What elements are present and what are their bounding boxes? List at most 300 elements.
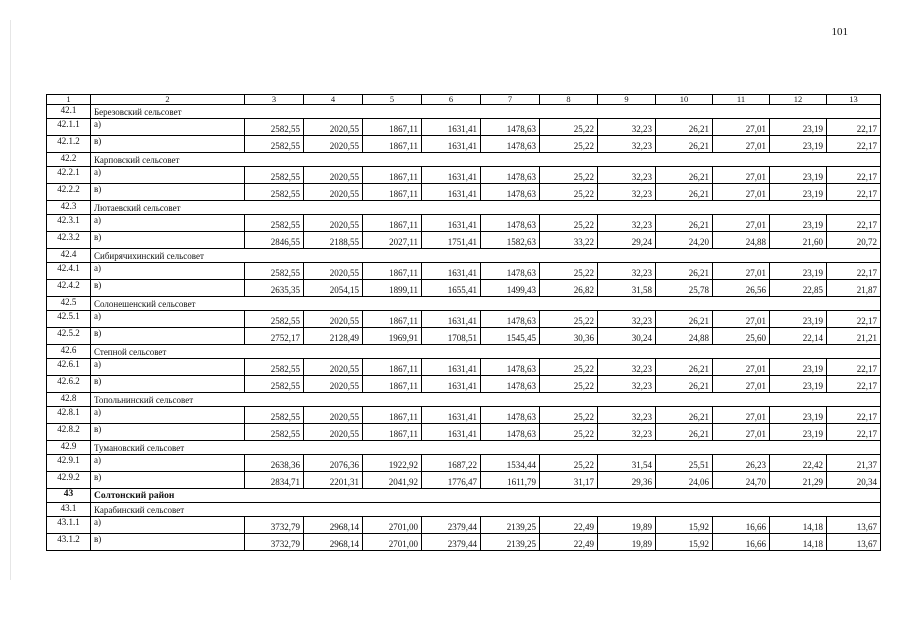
- row-label: Карповский сельсовет: [91, 153, 245, 167]
- value-cell: 23,19: [770, 407, 827, 424]
- value-cell: 24,70: [713, 472, 770, 489]
- value-cell: 1478,63: [481, 119, 540, 136]
- value-cell: 22,17: [827, 119, 881, 136]
- value-cell: 27,01: [713, 215, 770, 232]
- value-cell: 1631,41: [422, 119, 481, 136]
- value-cell: 23,19: [770, 424, 827, 441]
- table-row: [47, 328, 881, 345]
- column-header: 1: [47, 95, 91, 105]
- value-cell: 32,23: [598, 136, 656, 153]
- table-row: [47, 376, 881, 393]
- value-cell: 24,88: [656, 328, 713, 345]
- row-label: в): [91, 232, 245, 249]
- value-cell: 1687,22: [422, 455, 481, 472]
- row-label: Карабинский сельсовет: [91, 503, 245, 517]
- column-header: 2: [91, 95, 245, 105]
- value-cell: 25,22: [540, 184, 598, 201]
- value-cell: 2379,44: [422, 534, 481, 551]
- value-cell: 25,22: [540, 215, 598, 232]
- value-cell: 25,22: [540, 263, 598, 280]
- value-cell: 29,36: [598, 472, 656, 489]
- value-cell: 22,14: [770, 328, 827, 345]
- row-code: 42.2.2: [47, 184, 91, 201]
- row-code: 42.8.1: [47, 407, 91, 424]
- row-label: в): [91, 136, 245, 153]
- row-code: 42.3: [47, 201, 91, 215]
- value-cell: 26,23: [713, 455, 770, 472]
- value-cell: 2054,15: [304, 280, 363, 297]
- value-cell: 2020,55: [304, 311, 363, 328]
- column-header: 8: [540, 95, 598, 105]
- value-cell: 2701,00: [363, 534, 422, 551]
- row-code: 42.5: [47, 297, 91, 311]
- row-code: 43.1.2: [47, 534, 91, 551]
- value-cell: 2020,55: [304, 136, 363, 153]
- column-header: 9: [598, 95, 656, 105]
- value-cell: 32,23: [598, 215, 656, 232]
- value-cell: 15,92: [656, 517, 713, 534]
- row-label: Топольнинский сельсовет: [91, 393, 245, 407]
- row-code: 42.3.1: [47, 215, 91, 232]
- value-cell: 2638,36: [245, 455, 304, 472]
- row-code: 42.4.1: [47, 263, 91, 280]
- value-cell: 32,23: [598, 263, 656, 280]
- value-cell: 26,21: [656, 359, 713, 376]
- value-cell: 1478,63: [481, 167, 540, 184]
- header-row: [47, 95, 881, 105]
- table-row: [47, 407, 881, 424]
- value-cell: 2020,55: [304, 407, 363, 424]
- section-filler: [245, 201, 881, 215]
- section-filler: [245, 441, 881, 455]
- value-cell: 23,19: [770, 376, 827, 393]
- row-code: 42.6: [47, 345, 91, 359]
- value-cell: 2582,55: [245, 311, 304, 328]
- value-cell: 2020,55: [304, 184, 363, 201]
- table-row: [47, 136, 881, 153]
- value-cell: 25,22: [540, 424, 598, 441]
- scan-edge-line: [10, 20, 11, 580]
- row-code: 42.1: [47, 105, 91, 119]
- value-cell: 22,17: [827, 376, 881, 393]
- table-row: [47, 215, 881, 232]
- section-filler: [245, 345, 881, 359]
- value-cell: 21,29: [770, 472, 827, 489]
- table-row: [47, 119, 881, 136]
- value-cell: 2027,11: [363, 232, 422, 249]
- value-cell: 1478,63: [481, 136, 540, 153]
- value-cell: 25,22: [540, 455, 598, 472]
- value-cell: 23,19: [770, 263, 827, 280]
- value-cell: 1922,92: [363, 455, 422, 472]
- value-cell: 32,23: [598, 311, 656, 328]
- row-label: а): [91, 359, 245, 376]
- row-code: 42.6.2: [47, 376, 91, 393]
- value-cell: 1708,51: [422, 328, 481, 345]
- value-cell: 1631,41: [422, 407, 481, 424]
- value-cell: 29,24: [598, 232, 656, 249]
- value-cell: 25,22: [540, 376, 598, 393]
- value-cell: 23,19: [770, 119, 827, 136]
- value-cell: 27,01: [713, 359, 770, 376]
- value-cell: 1867,11: [363, 407, 422, 424]
- value-cell: 22,17: [827, 184, 881, 201]
- value-cell: 27,01: [713, 167, 770, 184]
- value-cell: 14,18: [770, 517, 827, 534]
- value-cell: 1867,11: [363, 184, 422, 201]
- value-cell: 2128,49: [304, 328, 363, 345]
- value-cell: 2582,55: [245, 424, 304, 441]
- row-label: Солонешенский сельсовет: [91, 297, 245, 311]
- value-cell: 30,36: [540, 328, 598, 345]
- value-cell: 32,23: [598, 424, 656, 441]
- value-cell: 2582,55: [245, 359, 304, 376]
- value-cell: 1478,63: [481, 311, 540, 328]
- value-cell: 1899,11: [363, 280, 422, 297]
- value-cell: 2582,55: [245, 215, 304, 232]
- row-label: в): [91, 328, 245, 345]
- row-code: 42.9.2: [47, 472, 91, 489]
- value-cell: 2834,71: [245, 472, 304, 489]
- table-row: [47, 280, 881, 297]
- value-cell: 27,01: [713, 424, 770, 441]
- value-cell: 2752,17: [245, 328, 304, 345]
- value-cell: 1867,11: [363, 263, 422, 280]
- table-row: [47, 455, 881, 472]
- value-cell: 31,58: [598, 280, 656, 297]
- value-cell: 26,21: [656, 167, 713, 184]
- value-cell: 1631,41: [422, 311, 481, 328]
- value-cell: 21,60: [770, 232, 827, 249]
- value-cell: 2968,14: [304, 517, 363, 534]
- row-code: 42.3.2: [47, 232, 91, 249]
- value-cell: 1867,11: [363, 359, 422, 376]
- value-cell: 23,19: [770, 215, 827, 232]
- value-cell: 23,19: [770, 311, 827, 328]
- value-cell: 32,23: [598, 167, 656, 184]
- value-cell: 25,22: [540, 119, 598, 136]
- row-code: 42.4.2: [47, 280, 91, 297]
- value-cell: 22,42: [770, 455, 827, 472]
- value-cell: 27,01: [713, 136, 770, 153]
- value-cell: 2582,55: [245, 407, 304, 424]
- value-cell: 32,23: [598, 359, 656, 376]
- section-filler: [245, 503, 881, 517]
- value-cell: 32,23: [598, 119, 656, 136]
- value-cell: 1867,11: [363, 136, 422, 153]
- row-label: а): [91, 517, 245, 534]
- value-cell: 2020,55: [304, 359, 363, 376]
- section-row: [47, 489, 881, 503]
- value-cell: 2020,55: [304, 167, 363, 184]
- value-cell: 1478,63: [481, 215, 540, 232]
- section-row: [47, 503, 881, 517]
- row-label: Тумановский сельсовет: [91, 441, 245, 455]
- value-cell: 2582,55: [245, 263, 304, 280]
- column-header: 11: [713, 95, 770, 105]
- row-label: в): [91, 280, 245, 297]
- section-filler: [245, 249, 881, 263]
- value-cell: 2846,55: [245, 232, 304, 249]
- table-row: [47, 472, 881, 489]
- row-label: Степной сельсовет: [91, 345, 245, 359]
- value-cell: 3732,79: [245, 534, 304, 551]
- value-cell: 25,22: [540, 311, 598, 328]
- section-filler: [245, 489, 881, 503]
- value-cell: 1867,11: [363, 311, 422, 328]
- value-cell: 2020,55: [304, 424, 363, 441]
- row-code: 42.2.1: [47, 167, 91, 184]
- row-code: 42.5.1: [47, 311, 91, 328]
- value-cell: 33,22: [540, 232, 598, 249]
- value-cell: 27,01: [713, 184, 770, 201]
- row-code: 42.2: [47, 153, 91, 167]
- section-row: [47, 297, 881, 311]
- row-code: 42.9.1: [47, 455, 91, 472]
- value-cell: 2188,55: [304, 232, 363, 249]
- value-cell: 2139,25: [481, 534, 540, 551]
- row-code: 42.9: [47, 441, 91, 455]
- row-label: а): [91, 119, 245, 136]
- value-cell: 27,01: [713, 407, 770, 424]
- value-cell: 13,67: [827, 517, 881, 534]
- value-cell: 32,23: [598, 184, 656, 201]
- value-cell: 22,17: [827, 407, 881, 424]
- table-row: [47, 359, 881, 376]
- value-cell: 2041,92: [363, 472, 422, 489]
- value-cell: 14,18: [770, 534, 827, 551]
- value-cell: 31,54: [598, 455, 656, 472]
- row-label: в): [91, 534, 245, 551]
- value-cell: 26,82: [540, 280, 598, 297]
- row-label: а): [91, 311, 245, 328]
- value-cell: 1631,41: [422, 263, 481, 280]
- value-cell: 1631,41: [422, 167, 481, 184]
- section-row: [47, 441, 881, 455]
- section-row: [47, 105, 881, 119]
- column-header: 12: [770, 95, 827, 105]
- value-cell: 24,06: [656, 472, 713, 489]
- value-cell: 1478,63: [481, 263, 540, 280]
- row-label: Солтонский район: [91, 489, 245, 503]
- section-filler: [245, 153, 881, 167]
- value-cell: 2020,55: [304, 215, 363, 232]
- value-cell: 22,17: [827, 215, 881, 232]
- value-cell: 27,01: [713, 376, 770, 393]
- row-code: 42.1.1: [47, 119, 91, 136]
- row-code: 42.4: [47, 249, 91, 263]
- row-label: в): [91, 424, 245, 441]
- value-cell: 1776,47: [422, 472, 481, 489]
- row-code: 42.5.2: [47, 328, 91, 345]
- section-row: [47, 153, 881, 167]
- value-cell: 26,21: [656, 424, 713, 441]
- row-code: 42.8.2: [47, 424, 91, 441]
- value-cell: 25,51: [656, 455, 713, 472]
- value-cell: 1478,63: [481, 424, 540, 441]
- value-cell: 2139,25: [481, 517, 540, 534]
- value-cell: 31,17: [540, 472, 598, 489]
- value-cell: 1867,11: [363, 119, 422, 136]
- value-cell: 24,20: [656, 232, 713, 249]
- table-row: [47, 517, 881, 534]
- value-cell: 19,89: [598, 517, 656, 534]
- table-row: [47, 424, 881, 441]
- table-row: [47, 167, 881, 184]
- value-cell: 1867,11: [363, 376, 422, 393]
- value-cell: 26,21: [656, 263, 713, 280]
- value-cell: 22,17: [827, 359, 881, 376]
- value-cell: 1478,63: [481, 184, 540, 201]
- tariff-table: [46, 94, 881, 551]
- table-body: [47, 95, 881, 551]
- value-cell: 1478,63: [481, 376, 540, 393]
- value-cell: 2201,31: [304, 472, 363, 489]
- value-cell: 2582,55: [245, 119, 304, 136]
- column-header: 7: [481, 95, 540, 105]
- value-cell: 1867,11: [363, 424, 422, 441]
- value-cell: 2020,55: [304, 119, 363, 136]
- value-cell: 21,87: [827, 280, 881, 297]
- value-cell: 3732,79: [245, 517, 304, 534]
- value-cell: 1867,11: [363, 167, 422, 184]
- value-cell: 1582,63: [481, 232, 540, 249]
- section-row: [47, 201, 881, 215]
- value-cell: 1751,41: [422, 232, 481, 249]
- row-code: 42.6.1: [47, 359, 91, 376]
- value-cell: 25,60: [713, 328, 770, 345]
- column-header: 4: [304, 95, 363, 105]
- value-cell: 1631,41: [422, 215, 481, 232]
- row-label: в): [91, 184, 245, 201]
- value-cell: 25,22: [540, 407, 598, 424]
- value-cell: 25,22: [540, 359, 598, 376]
- row-label: а): [91, 167, 245, 184]
- value-cell: 2701,00: [363, 517, 422, 534]
- value-cell: 1545,45: [481, 328, 540, 345]
- value-cell: 2020,55: [304, 263, 363, 280]
- value-cell: 1611,79: [481, 472, 540, 489]
- value-cell: 2582,55: [245, 167, 304, 184]
- value-cell: 25,22: [540, 167, 598, 184]
- row-label: Лютаевский сельсовет: [91, 201, 245, 215]
- row-label: а): [91, 263, 245, 280]
- value-cell: 26,21: [656, 136, 713, 153]
- value-cell: 20,34: [827, 472, 881, 489]
- value-cell: 21,37: [827, 455, 881, 472]
- value-cell: 2635,35: [245, 280, 304, 297]
- value-cell: 2020,55: [304, 376, 363, 393]
- value-cell: 15,92: [656, 534, 713, 551]
- value-cell: 1631,41: [422, 359, 481, 376]
- value-cell: 20,72: [827, 232, 881, 249]
- value-cell: 23,19: [770, 359, 827, 376]
- table-row: [47, 534, 881, 551]
- value-cell: 22,49: [540, 534, 598, 551]
- row-label: в): [91, 472, 245, 489]
- value-cell: 1631,41: [422, 184, 481, 201]
- column-header: 3: [245, 95, 304, 105]
- value-cell: 27,01: [713, 311, 770, 328]
- value-cell: 13,67: [827, 534, 881, 551]
- table-row: [47, 232, 881, 249]
- row-label: а): [91, 215, 245, 232]
- row-label: а): [91, 455, 245, 472]
- table-row: [47, 263, 881, 280]
- row-code: 43.1.1: [47, 517, 91, 534]
- row-code: 42.8: [47, 393, 91, 407]
- value-cell: 27,01: [713, 263, 770, 280]
- column-header: 13: [827, 95, 881, 105]
- value-cell: 27,01: [713, 119, 770, 136]
- value-cell: 26,21: [656, 184, 713, 201]
- value-cell: 1499,43: [481, 280, 540, 297]
- row-label: Березовский сельсовет: [91, 105, 245, 119]
- value-cell: 22,17: [827, 424, 881, 441]
- value-cell: 2582,55: [245, 136, 304, 153]
- value-cell: 21,21: [827, 328, 881, 345]
- value-cell: 23,19: [770, 184, 827, 201]
- value-cell: 2582,55: [245, 376, 304, 393]
- section-filler: [245, 297, 881, 311]
- value-cell: 1478,63: [481, 407, 540, 424]
- value-cell: 2582,55: [245, 184, 304, 201]
- value-cell: 26,56: [713, 280, 770, 297]
- table-row: [47, 311, 881, 328]
- value-cell: 24,88: [713, 232, 770, 249]
- value-cell: 19,89: [598, 534, 656, 551]
- value-cell: 2076,36: [304, 455, 363, 472]
- value-cell: 23,19: [770, 167, 827, 184]
- value-cell: 2968,14: [304, 534, 363, 551]
- value-cell: 1867,11: [363, 215, 422, 232]
- row-label: Сибирячихинский сельсовет: [91, 249, 245, 263]
- section-row: [47, 393, 881, 407]
- value-cell: 25,78: [656, 280, 713, 297]
- column-header: 6: [422, 95, 481, 105]
- column-header: 10: [656, 95, 713, 105]
- value-cell: 22,17: [827, 136, 881, 153]
- row-label: в): [91, 376, 245, 393]
- value-cell: 25,22: [540, 136, 598, 153]
- value-cell: 26,21: [656, 119, 713, 136]
- value-cell: 1655,41: [422, 280, 481, 297]
- value-cell: 1631,41: [422, 424, 481, 441]
- value-cell: 1631,41: [422, 376, 481, 393]
- value-cell: 1631,41: [422, 136, 481, 153]
- page-number: 101: [831, 26, 848, 38]
- value-cell: 32,23: [598, 407, 656, 424]
- value-cell: 22,49: [540, 517, 598, 534]
- row-code: 42.1.2: [47, 136, 91, 153]
- value-cell: 1969,91: [363, 328, 422, 345]
- value-cell: 26,21: [656, 311, 713, 328]
- column-header: 5: [363, 95, 422, 105]
- value-cell: 30,24: [598, 328, 656, 345]
- value-cell: 16,66: [713, 534, 770, 551]
- value-cell: 1534,44: [481, 455, 540, 472]
- value-cell: 32,23: [598, 376, 656, 393]
- row-code: 43.1: [47, 503, 91, 517]
- section-row: [47, 249, 881, 263]
- value-cell: 16,66: [713, 517, 770, 534]
- value-cell: 2379,44: [422, 517, 481, 534]
- value-cell: 26,21: [656, 407, 713, 424]
- value-cell: 1478,63: [481, 359, 540, 376]
- section-row: [47, 345, 881, 359]
- value-cell: 26,21: [656, 215, 713, 232]
- value-cell: 22,17: [827, 311, 881, 328]
